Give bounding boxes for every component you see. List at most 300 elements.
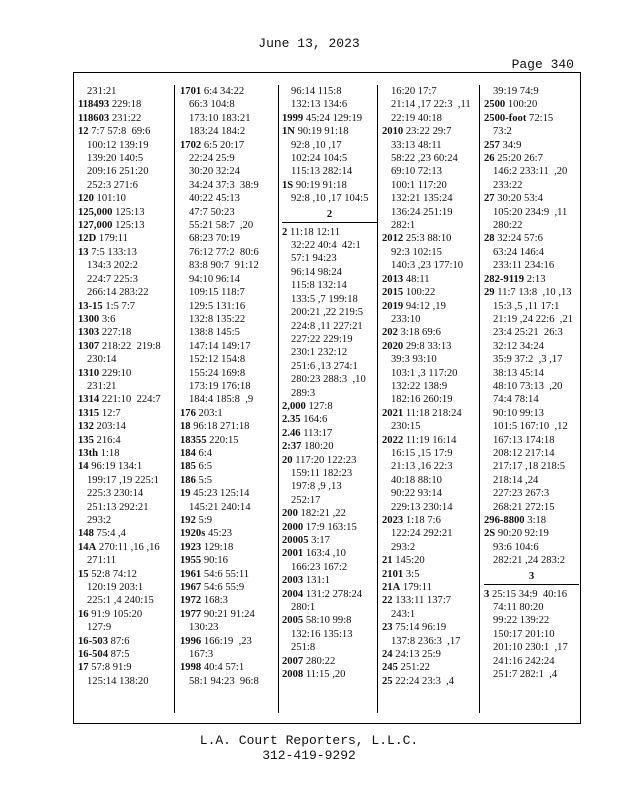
index-entry-continuation: [282, 139, 377, 152]
index-entry-continuation: [382, 460, 479, 473]
index-references: 179:11: [402, 582, 432, 594]
index-entry: [282, 400, 377, 413]
index-entry-continuation: [78, 139, 174, 152]
index-references: 40:18 88:10: [391, 474, 442, 486]
index-references: 251:22: [400, 662, 430, 674]
index-entry: [282, 125, 377, 138]
index-entry-continuation: [180, 353, 278, 366]
index-references: 6:5: [198, 461, 213, 473]
index-references: 3:6: [101, 313, 116, 325]
index-entry-continuation: [78, 273, 174, 286]
index-entry-continuation: [180, 98, 278, 111]
index-references: 129:18: [203, 541, 234, 553]
index-entry: [382, 581, 479, 594]
index-references: 115:13 282:14: [291, 166, 353, 178]
index-references: 25:20 26:7: [497, 153, 543, 165]
index-references: 125:13: [115, 220, 145, 232]
index-references: 30:20 32:24: [189, 166, 240, 178]
index-entry-continuation: [282, 320, 377, 333]
index-entry-continuation: [78, 621, 174, 634]
index-entry-continuation: [282, 333, 377, 346]
index-references: 101:10: [96, 193, 126, 205]
index-references: 1:18: [100, 447, 120, 459]
index-term: 26: [484, 153, 495, 165]
index-references: 251:6 ,13 274:1: [291, 360, 358, 372]
index-references: 127:8: [308, 400, 333, 412]
index-references: 12:7: [101, 407, 121, 419]
index-entry-continuation: [484, 246, 579, 259]
index-entry-continuation: [180, 393, 278, 406]
index-term: 1920s: [180, 528, 206, 540]
index-term: 1961: [180, 568, 202, 580]
index-entry: [282, 179, 377, 192]
index-entry: [78, 112, 174, 125]
index-entry-continuation: [382, 541, 479, 554]
index-references: 22:24 25:9: [189, 153, 235, 165]
index-entry: [484, 527, 579, 540]
index-entry: [78, 98, 174, 111]
index-entry-continuation: [484, 628, 579, 641]
index-term: 120: [78, 193, 94, 205]
index-term: 118603: [78, 112, 110, 124]
index-references: 22:24 23:3 ,4: [395, 675, 455, 687]
index-entry-continuation: [382, 98, 479, 111]
index-references: 47:7 50:23: [189, 206, 235, 218]
index-term: 2008: [282, 669, 304, 681]
index-references: 120:19 203:1: [87, 582, 144, 594]
index-entry-continuation: [382, 501, 479, 514]
index-entry: [282, 521, 377, 534]
index-entry: [78, 300, 174, 313]
index-entry-continuation: [382, 487, 479, 500]
index-references: 167:3: [189, 649, 214, 661]
index-entry-continuation: [180, 300, 278, 313]
index-references: 6:4 34:22: [203, 86, 245, 97]
index-references: 22:19 40:18: [391, 112, 442, 124]
index-term: 192: [180, 515, 196, 526]
index-references: 1:18 7:6: [405, 515, 441, 526]
index-references: 125:13: [115, 206, 145, 218]
index-references: 130:23: [189, 622, 219, 634]
index-entry-continuation: [78, 179, 174, 192]
section-heading: 3: [484, 570, 579, 585]
index-entry-continuation: [78, 85, 174, 98]
index-entry-continuation: [484, 541, 579, 554]
index-entry-continuation: [180, 326, 278, 339]
index-term: 200: [282, 508, 298, 520]
index-entry: [382, 340, 479, 353]
index-references: 45:24 129:19: [305, 112, 363, 124]
index-references: 92:8 ,10 ,17 104:5: [291, 193, 369, 205]
index-entry: [282, 440, 377, 453]
index-term: 2015: [382, 287, 404, 299]
index-entry-continuation: [382, 527, 479, 540]
index-references: 179:11: [98, 233, 128, 245]
index-entry-continuation: [282, 628, 377, 641]
index-entry-continuation: [382, 420, 479, 433]
index-entry: [382, 434, 479, 447]
index-entry: [78, 420, 174, 433]
index-references: 76:12 77:2 80:6: [189, 246, 259, 258]
index-references: 3:18: [527, 515, 547, 526]
index-entry: [180, 434, 278, 447]
index-term: 1972: [180, 595, 202, 607]
index-references: 218:22 219:8: [101, 340, 161, 352]
index-references: 134:3 202:2: [87, 260, 138, 272]
index-entry-continuation: [78, 474, 174, 487]
index-entry: [78, 192, 174, 205]
index-term: 1701: [180, 86, 202, 97]
index-references: 72:15: [529, 112, 554, 124]
index-references: 96:14 98:24: [291, 266, 342, 278]
index-entry: [382, 554, 479, 567]
index-references: 225:3 230:14: [87, 488, 144, 500]
index-references: 15:3 ,5 ,11 17:1: [493, 300, 560, 312]
index-references: 230:1 232:12: [291, 347, 348, 359]
index-term: 118493: [78, 99, 110, 111]
index-references: 136:24 251:19: [391, 206, 453, 218]
index-references: 16:15 ,15 17:9: [391, 447, 453, 459]
index-references: 21:14 ,17 22:3 ,11: [391, 99, 471, 111]
index-references: 92:3 102:15: [391, 246, 442, 258]
index-references: 57:8 91:9: [91, 662, 132, 674]
index-references: 7:7 57:8 69:6: [91, 126, 151, 138]
index-term: 19: [180, 488, 191, 500]
index-term: 2S: [484, 528, 496, 540]
index-term: 1314: [78, 394, 100, 406]
index-references: 1:5 7:7: [105, 300, 136, 312]
index-references: 289:3: [291, 387, 316, 399]
index-entry: [282, 507, 377, 520]
index-references: 271:11: [87, 555, 117, 567]
index-entry-continuation: [484, 259, 579, 272]
index-term: 3: [484, 588, 490, 600]
index-entry-continuation: [382, 192, 479, 205]
index-entry-continuation: [484, 367, 579, 380]
index-entry: [180, 85, 278, 98]
index-term: 1303: [78, 327, 100, 339]
index-entry: [78, 608, 174, 621]
index-references: 105:20 234:9 ,11: [493, 206, 568, 218]
index-references: 229:10: [101, 367, 132, 379]
index-term: 14A: [78, 541, 97, 553]
index-references: 218:14 ,24: [493, 474, 539, 486]
index-entry: [78, 340, 174, 353]
index-references: 183:24 184:2: [189, 126, 246, 138]
index-entry-continuation: [180, 367, 278, 380]
index-references: 147:14 149:17: [189, 340, 251, 352]
index-entry: [382, 514, 479, 527]
index-entry: [382, 594, 479, 607]
index-entry-continuation: [78, 487, 174, 500]
index-entry-continuation: [78, 152, 174, 165]
index-entry-continuation: [180, 125, 278, 138]
index-references: 280:1: [291, 602, 316, 614]
index-term: 2013: [382, 273, 404, 285]
index-references: 90:19 91:18: [295, 179, 347, 191]
index-term: 2022: [382, 434, 404, 446]
index-references: 227:18: [101, 327, 132, 339]
index-entry: [180, 447, 278, 460]
index-entry-continuation: [180, 152, 278, 165]
index-entry-continuation: [484, 125, 579, 138]
index-references: 229:13 230:14: [391, 501, 453, 513]
index-term: 2500-foot: [484, 112, 527, 124]
index-entry: [282, 454, 377, 467]
index-references: 197:8 ,9 ,13: [291, 481, 342, 493]
index-entry: [78, 219, 174, 232]
index-references: 132:16 135:13: [291, 628, 353, 640]
index-entry-continuation: [282, 85, 377, 98]
index-references: 6:5 20:17: [203, 139, 245, 151]
index-term: 25: [382, 675, 393, 687]
index-references: 11:18 12:11: [289, 226, 341, 238]
index-entry-continuation: [180, 165, 278, 178]
index-entry-continuation: [484, 393, 579, 406]
index-references: 101:5 167:10 ,12: [493, 421, 568, 433]
index-term: 12: [78, 126, 89, 138]
index-references: 155:24 169:8: [189, 367, 246, 379]
index-entry-continuation: [382, 165, 479, 178]
index-references: 282:1: [391, 220, 416, 232]
index-references: 199:17 ,19 225:1: [87, 474, 160, 486]
index-term: 2010: [382, 126, 404, 138]
index-references: 23:4 25:21 26:3: [493, 327, 563, 339]
index-references: 66:3 104:8: [189, 99, 235, 111]
index-entry-continuation: [282, 561, 377, 574]
index-references: 11:15 ,20: [305, 669, 346, 681]
index-entry: [180, 635, 278, 648]
index-entry: [180, 407, 278, 420]
index-entry-continuation: [382, 139, 479, 152]
index-entry: [180, 568, 278, 581]
index-references: 100:12 139:19: [87, 139, 149, 151]
index-references: 280:23 288:3 ,10: [291, 374, 366, 386]
index-references: 251:13 292:21: [87, 501, 149, 513]
index-entry: [282, 547, 377, 560]
index-entry-continuation: [484, 206, 579, 219]
index-references: 229:18: [111, 99, 142, 111]
index-entry-continuation: [484, 85, 579, 98]
index-entry: [282, 668, 377, 681]
index-entry: [180, 460, 278, 473]
index-term: 28: [484, 233, 495, 245]
index-term: 2: [282, 226, 288, 238]
index-entry: [78, 206, 174, 219]
index-term: 18: [180, 421, 191, 433]
index-references: 83:8 90:7 91:12: [189, 260, 259, 272]
index-column-2: [180, 85, 279, 713]
index-entry: [78, 125, 174, 138]
index-entry-continuation: [484, 641, 579, 654]
index-references: 164:6: [303, 414, 328, 426]
index-entry-continuation: [78, 286, 174, 299]
index-entry-continuation: [282, 641, 377, 654]
index-entry: [180, 554, 278, 567]
index-entry-continuation: [382, 219, 479, 232]
index-references: 75:14 96:19: [395, 622, 447, 634]
index-references: 87:6: [110, 635, 130, 647]
index-entry-continuation: [382, 367, 479, 380]
page-number: Page 340: [511, 57, 574, 72]
index-references: 127:9: [87, 622, 112, 634]
index-references: 87:5: [110, 649, 130, 661]
index-references: 173:19 176:18: [189, 380, 251, 392]
index-references: 270:11 ,16 ,16: [98, 541, 160, 553]
index-entry-continuation: [282, 467, 377, 480]
index-references: 152:12 154:8: [189, 354, 246, 366]
index-entry-continuation: [78, 514, 174, 527]
index-term: 1307: [78, 340, 100, 352]
index-references: 91:9 105:20: [91, 608, 143, 620]
index-term: 2021: [382, 407, 404, 419]
index-references: 102:24 104:5: [291, 153, 348, 165]
index-references: 117:20 122:23: [295, 454, 357, 466]
index-entry: [484, 588, 579, 601]
index-references: 58:1 94:23 96:8: [189, 675, 259, 687]
index-references: 131:1: [305, 575, 330, 587]
index-entry: [78, 527, 174, 540]
index-references: 280:22: [493, 220, 523, 232]
index-entry-continuation: [78, 501, 174, 514]
index-references: 94:12 ,19: [405, 300, 446, 312]
index-references: 132:22 138:9: [391, 380, 448, 392]
index-references: 24:13 25:9: [395, 649, 441, 661]
index-references: 230:14: [87, 354, 117, 366]
index-references: 233:10: [391, 313, 421, 325]
index-references: 96:19 134:1: [91, 461, 143, 473]
index-entry-continuation: [78, 594, 174, 607]
index-references: 100:20: [507, 99, 538, 111]
index-entry: [382, 675, 479, 688]
index-references: 113:17: [303, 427, 333, 439]
index-references: 74:11 80:20: [493, 602, 544, 614]
index-entry: [382, 621, 479, 634]
index-term: 21A: [382, 582, 401, 594]
index-references: 58:10 99:8: [305, 615, 352, 627]
index-entry-continuation: [282, 192, 377, 205]
index-term: 1996: [180, 635, 202, 647]
index-term: 2003: [282, 575, 304, 587]
index-term: 132: [78, 421, 94, 433]
index-references: 32:22 40:4 42:1: [291, 240, 361, 252]
index-term: 2.46: [282, 427, 301, 439]
index-references: 103:1 ,3 117:20: [391, 367, 458, 379]
index-entry-continuation: [282, 306, 377, 319]
index-term: 1315: [78, 407, 100, 419]
index-entry: [180, 661, 278, 674]
index-references: 35:9 37:2 ,3 ,17: [493, 354, 563, 366]
index-references: 96:18 271:18: [193, 421, 250, 433]
index-entry: [180, 420, 278, 433]
index-references: 25:3 88:10: [405, 233, 452, 245]
index-references: 184:4 185:8 ,9: [189, 394, 254, 406]
index-entry: [282, 226, 377, 239]
index-entry: [282, 574, 377, 587]
index-entry: [382, 648, 479, 661]
index-term: 16: [78, 608, 89, 620]
index-entry: [282, 534, 377, 547]
index-references: 180:20: [304, 441, 334, 453]
index-references: 209:16 251:20: [87, 166, 149, 178]
index-entry-continuation: [78, 353, 174, 366]
index-references: 243:1: [391, 608, 416, 620]
index-entry: [180, 594, 278, 607]
index-term: 1S: [282, 179, 294, 191]
index-term: 2020: [382, 340, 404, 352]
index-entry: [484, 98, 579, 111]
index-entry: [382, 232, 479, 245]
index-references: 230:15: [391, 421, 421, 433]
index-references: 54:6 55:9: [203, 582, 245, 594]
index-references: 122:24 292:21: [391, 528, 453, 540]
index-entry-continuation: [282, 266, 377, 279]
index-term: 2.35: [282, 414, 301, 426]
index-entry: [180, 581, 278, 594]
index-term: 282-9119: [484, 273, 525, 285]
index-entry: [78, 434, 174, 447]
index-references: 99:22 139:22: [493, 615, 550, 627]
index-entry: [382, 125, 479, 138]
index-entry-continuation: [180, 246, 278, 259]
index-references: 11:18 218:24: [405, 407, 462, 419]
index-term: 2019: [382, 300, 404, 312]
index-entry: [282, 413, 377, 426]
index-entry-continuation: [180, 232, 278, 245]
index-entry-continuation: [382, 635, 479, 648]
index-term: 15: [78, 568, 89, 580]
index-references: 233:22: [493, 179, 523, 191]
index-term: 13: [78, 246, 89, 258]
index-term: 2023: [382, 515, 404, 526]
index-references: 90:21 91:24: [203, 608, 255, 620]
index-term: 184: [180, 447, 196, 459]
index-references: 74:4 78:14: [493, 394, 539, 406]
index-entry-continuation: [382, 393, 479, 406]
index-entry-continuation: [282, 293, 377, 306]
index-entry-continuation: [180, 501, 278, 514]
index-term: 1N: [282, 126, 295, 138]
index-term: 1955: [180, 555, 202, 567]
index-entry-continuation: [484, 165, 579, 178]
index-entry-continuation: [282, 494, 377, 507]
index-entry: [484, 232, 579, 245]
index-term: 13-15: [78, 300, 103, 312]
index-references: 2:13: [526, 273, 546, 285]
index-entry: [180, 487, 278, 500]
index-references: 166:19 ,23: [203, 635, 252, 647]
index-references: 39:19 74:9: [493, 86, 539, 97]
index-entry-continuation: [78, 380, 174, 393]
header-date: June 13, 2023: [258, 36, 360, 51]
index-references: 182:16 260:19: [391, 394, 453, 406]
index-term: 2:37: [282, 441, 302, 453]
index-column-5: [484, 85, 579, 713]
index-entry-continuation: [484, 434, 579, 447]
index-entry: [484, 112, 579, 125]
index-references: 75:4 ,4: [96, 528, 126, 540]
index-entry: [78, 460, 174, 473]
index-term: 2012: [382, 233, 404, 245]
index-term: 23: [382, 622, 393, 634]
index-entry-continuation: [180, 313, 278, 326]
index-term: 16-503: [78, 635, 109, 647]
index-term: 1310: [78, 367, 100, 379]
index-entry-continuation: [484, 501, 579, 514]
index-references: 217:17 ,18 218:5: [493, 461, 566, 473]
index-term: 17: [78, 662, 89, 674]
index-references: 225:1 ,4 240:15: [87, 595, 154, 607]
